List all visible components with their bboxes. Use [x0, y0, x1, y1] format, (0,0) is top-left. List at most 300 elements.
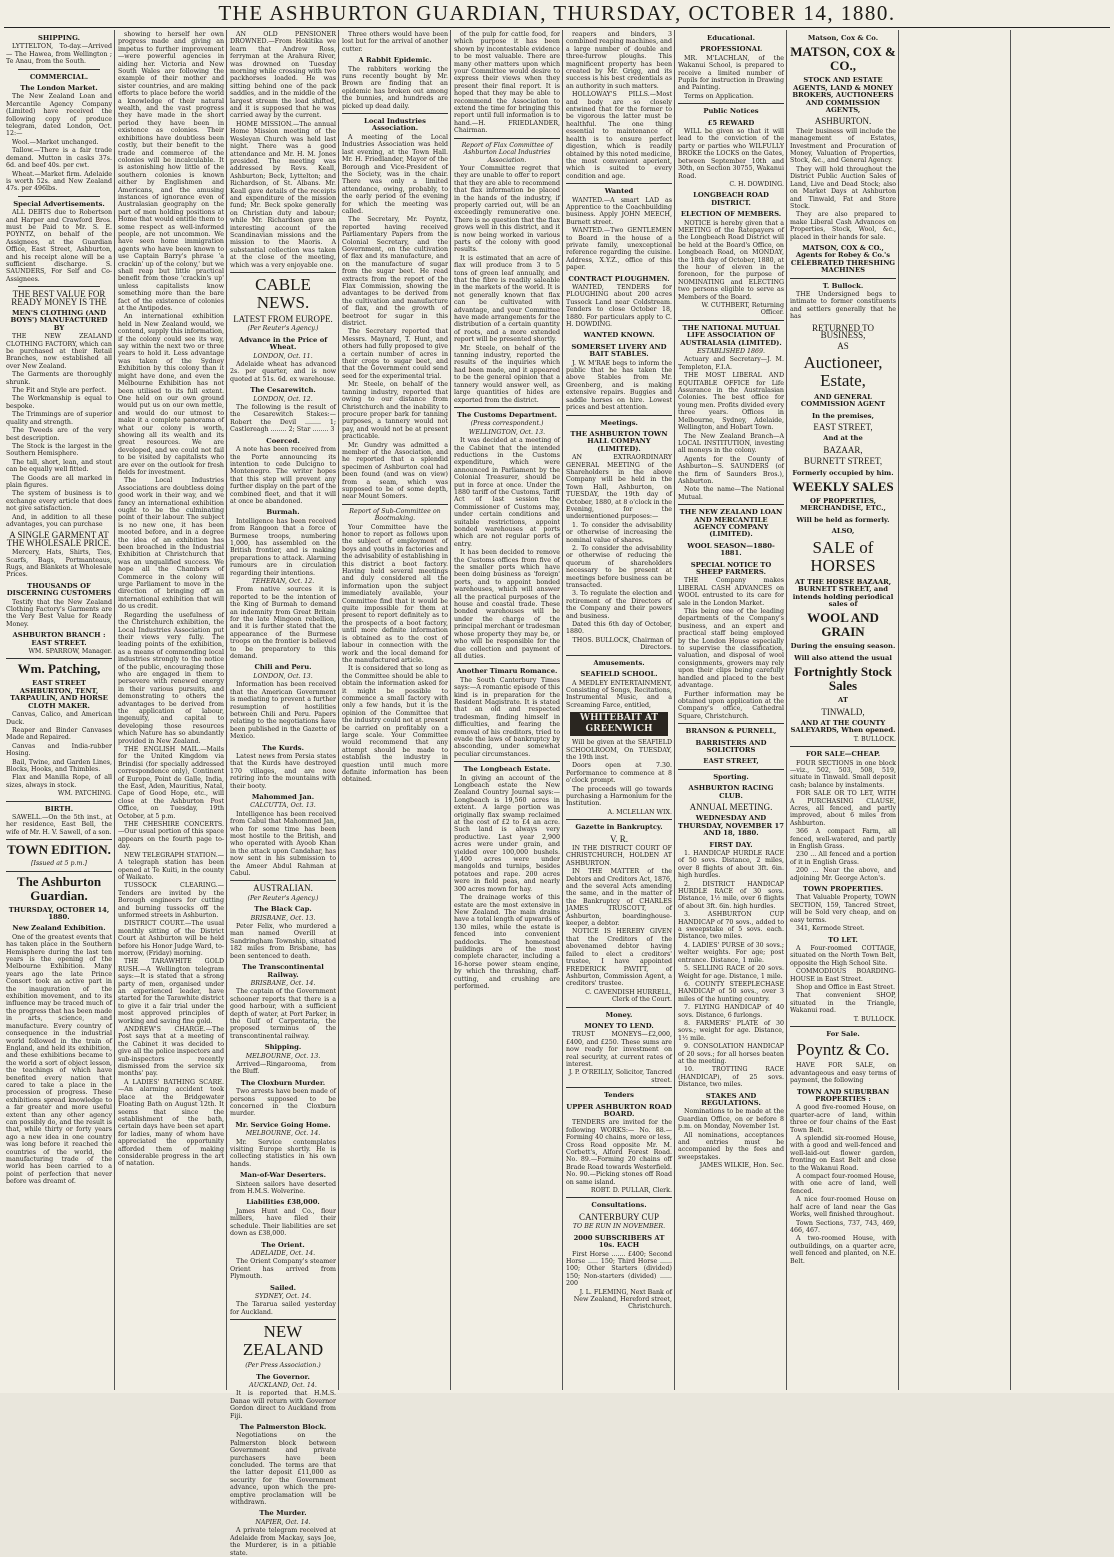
display-heading: EAST STREET,: [813, 422, 873, 433]
section-heading: ALSO,: [831, 527, 855, 536]
paragraph: WANTED, TENDERS for PLOUGHING about 200 acres Tussock Land near Coldstream. Tenders to close October 18, 1880. For particulars apply to C. H. DOWDING.: [566, 284, 672, 329]
signature-line: W. CUTHBERT, Returning Officer.: [701, 302, 784, 317]
paragraph: It is reported that H.M.S. Danae will return with Governor Gordon direct to Auckland from Fiji.: [230, 1390, 336, 1420]
display-heading: AUSTRALIAN.: [253, 883, 313, 894]
section-heading: EAST STREET,: [703, 757, 759, 766]
section-heading: Chili and Peru.: [254, 663, 312, 672]
paragraph: Actuary and Secretary—J. M. Templeton, F.I.A.: [678, 356, 784, 371]
paragraph: WILL be given so that it will lead to the conviction of the party or parties who WILFULLY BROKE the LOCKS on the Gates, between September 10th and 30th, on Section 30755, Wakanui Road.: [678, 128, 784, 180]
rule-separator: [6, 658, 112, 659]
dateline: (Press correspondent.): [470, 420, 544, 428]
paragraph: Canvas, Calico, and American Duck.: [6, 711, 112, 726]
section-heading: BARRISTERS AND SOLICITORS: [695, 738, 767, 754]
section-heading: Formerly occupied by him.: [792, 468, 894, 477]
paragraph: Dated this 6th day of October, 1880.: [566, 621, 672, 636]
rule-separator: [454, 761, 560, 762]
display-title-large: NEW ZEALAND: [242, 1322, 324, 1360]
rule-separator: [18, 286, 100, 287]
section-heading: The London Market.: [20, 84, 98, 93]
section-heading: THE ASHBURTON TOWN HALL COMPANY (LIMITED).: [570, 429, 668, 453]
paragraph: A meeting of the Local Industries Association was held last evening, at the Town Hall. Mr. H. Friedlander, Mayor of the Borough and Vice-President of the Society, was in the chair. There was only a limited attendance, owing, probably, to the early period of the evening for which the meeting was called.: [342, 133, 448, 215]
dateline: LONDON, Oct. 11.: [253, 352, 313, 360]
column-10: [1014, 31, 1112, 1389]
paragraph: A compact four-roomed House, with one acre of land, well fenced.: [790, 1173, 896, 1195]
section-heading: Will also attend the usual: [794, 653, 892, 662]
column-1: [6, 31, 112, 1389]
paragraph: Terms on Application.: [684, 92, 754, 100]
paragraph: THE Company makes LIBERAL CASH ADVANCES on WOOL entrusted to its care for sale in the London Market.: [678, 577, 784, 607]
paragraph: 366 A compact Farm, all fenced, well-watered, and partly in English Grass.: [790, 828, 896, 851]
paragraph: The rabbiters working the runs recently bought by Mr. Brown are finding that an epidemic has broken out among the bunnies, and hundreds are picked up dead daily.: [342, 65, 448, 110]
section-heading: Mahommed Jan.: [251, 792, 315, 801]
paragraph: 341, Kermode Street.: [796, 925, 865, 933]
dateline: BRISBANE, Oct. 13.: [250, 914, 316, 922]
paragraph: of the pulp for cattle food, for which purpose it has been shown by incontestable evidence to be most valuable. There are many other matters upon which your Committee would desire to express their views when they present their final report. It is hoped that they may be able to recommend the Association to extend the time for bringing this report until full information is to hand.—H. FRIEDLANDER, Chairman.: [454, 31, 560, 135]
paragraph: AN EXTRAORDINARY GENERAL MEETING of the Shareholders in the above Company will be held in the Town Hall, Ashburton, on TUESDAY, the 19th day of October, 1880, at 8 o'clock in the Evening, for the undermentioned purposes:—: [566, 454, 672, 521]
paragraph: The Stock is the largest in the Southern Hemisphere.: [6, 442, 112, 458]
section-heading: SHIPPING.: [37, 34, 81, 42]
column-divider: [562, 30, 563, 1390]
paragraph: Information has been received that the American Government is mediating to prevent a further resumption of hostilities between Chili and Peru. Papers relating to the negotiations have been published in the Gazette of Mexico.: [230, 681, 336, 741]
paragraph: THE MOST LIBERAL AND EQUITABLE OFFICE for Life Assurance in the Australasian Colonies. The best office for young men. Profits divided every three years. Offices in Melbourne, Sydney, Adelaide, Wellington, and Hobart Town.: [678, 372, 784, 432]
section-heading: And at the: [823, 434, 863, 443]
signature-line: A. MCLELLAN WIX.: [607, 808, 672, 816]
paragraph: That Valuable Property, TOWN SECTION, 159, Tancred Street, will be Sold very cheap, and on easy terms.: [790, 894, 896, 924]
section-heading: FIRST DAY.: [709, 840, 753, 849]
paragraph: HOLLOWAY'S PILLS.—Most and body are so closely entwined that for the former to be vigorous the latter must be healthful. The one thing essential to maintenance of health is to ensure perfect digestion, which is readily obtained by this noted medicine, the most convenient aperient, which is suited to every condition and age.: [566, 91, 672, 180]
section-heading: MATSON, COX & CO., Agents for Robey & Co.'s CELEBRATED THRESHING MACHINES: [790, 243, 896, 275]
paragraph: 5. SELLING RACE of 20 sovs. Weight for age. Distance, 1 mile.: [678, 965, 784, 980]
section-heading: Special Advertisements.: [13, 199, 105, 208]
section-heading: T. Bullock.: [822, 281, 864, 290]
rule-separator: [342, 504, 448, 505]
section-heading: Sailed.: [270, 1283, 296, 1292]
dateline: LONDON, Oct. 13.: [253, 672, 313, 680]
paragraph: Will be given at the SEAFIELD SCHOOLROOM, On TUESDAY, the 19th inst.: [566, 739, 672, 761]
paragraph: A LADIES' BATHING SCARE.—An alarming accident took place at the Bridgewater Floating Bath on August 12th. It seems that since the establishment of the bath, certain days have been set apart for ladies, many of whom have appreciated the opportunity afforded them of making considerable progress in the art of natation.: [118, 1078, 224, 1168]
rule-separator: [790, 746, 896, 747]
paragraph: Their business will include the management of Estates, Investment and Procuration of Money, Valuation of Properties, Stock, &c., and General Agency.: [790, 127, 896, 165]
paragraph: All nominations, acceptances and entries must be accompanied by the fees and sweepstakes.: [678, 1131, 784, 1161]
paragraph: 10. TROTTING RACE (HANDICAP), of 25 sovs. Distance, two miles.: [678, 1066, 784, 1089]
section-heading: The Black Cap.: [254, 905, 312, 914]
paragraph: It is considered that so long as the Committee should be able to obtain the information asked for it might be possible to commence a small factory with only a few hands, but it is the opinion of the Committee that the industry could not at present be carried on profitably on a large scale. Your Committee would recommend that any attempt should be made to establish the industry in question until much more definite information has been obtained.: [342, 665, 448, 784]
section-heading: During the ensuing season.: [790, 642, 896, 651]
section-heading: Burmah.: [266, 508, 300, 517]
dateline: Report of Flax Committee of Ashburton Local Industries Association.: [461, 141, 553, 164]
display-title: WOOL AND GRAIN: [807, 610, 879, 640]
paragraph: Mercery, Hats, Shirts, Ties, Scarfs, Bags, Portmanteaus, Rugs, and Blankets at Wholesale Prices.: [6, 549, 112, 579]
paragraph: Three others would have been lost but for the arrival of another cutter.: [342, 31, 448, 53]
section-heading: BRANSON & PURNELL,: [685, 727, 777, 736]
section-heading: The Murder.: [259, 1509, 307, 1518]
display-title-large: SALE of HORSES: [810, 537, 876, 575]
rule-separator: [6, 871, 112, 872]
rule-separator: [566, 1007, 672, 1008]
section-heading: ELECTION OF MEMBERS.: [680, 210, 782, 219]
signature-line: C. H. DOWDING.: [729, 180, 784, 188]
display-title: WEEKLY SALES: [792, 479, 894, 495]
paragraph: This being one of the leading departments of the Company's business, and an expert and practical staff being employed by the London House especially to supervise the classification, valuation, and disposal of wool consignments, growers may rely upon their clips being carefully handled and placed to the best advantage.: [678, 608, 784, 690]
section-heading: The Kurds.: [262, 743, 304, 752]
signature-line: ROBT. D. PULLAR, Clerk.: [590, 1187, 672, 1195]
paragraph: The Trimmings are of superior quality and strength.: [6, 411, 112, 426]
rule-separator: [566, 819, 672, 820]
paragraph: THE CHESHIRE CONCERTS.—Our usual portion of this space appears on the fourth page to-day.: [118, 821, 224, 851]
section-heading: TO LET.: [828, 935, 858, 944]
paragraph: That convenient SHOP, situated in the Triangle, Wakanui road.: [790, 992, 896, 1015]
section-heading: New Zealand Exhibition.: [12, 924, 106, 933]
section-heading: THOUSANDS OF DISCERNING CUSTOMERS: [6, 581, 112, 598]
paragraph: Flax and Manilla Rope, of all sizes, always in stock.: [6, 774, 112, 789]
rule-separator: [566, 1087, 672, 1088]
paragraph: Town Sections, 737, 743, 469, 466, 467.: [790, 1219, 896, 1234]
paragraph: Wool.—Market unchanged.: [12, 138, 99, 146]
paragraph: Reaper and Binder Canvases Made and Repaired.: [6, 726, 112, 742]
rule-separator: [790, 278, 896, 279]
section-heading: EAST STREET ASHBURTON, TENT, TARPAULIN, AND HORSE CLOTH MAKER.: [10, 679, 108, 710]
section-heading: In the premises,: [811, 411, 875, 420]
paragraph: The New Zealand Branch—A LOCAL INSTITUTION, investing all moneys in the colony.: [678, 432, 784, 455]
display-title: The Ashburton Guardian.: [16, 873, 102, 903]
paragraph: 1. HANDICAP HURDLE RACE of 50 sovs. Distance, 2 miles, over 8 flights of about 3ft. 6in. high hurdles.: [678, 850, 784, 880]
section-heading: STAKES AND REGULATIONS.: [701, 1091, 761, 1107]
column-divider: [450, 30, 451, 1390]
display-title: TOWN EDITION.: [7, 842, 111, 858]
dateline: LONDON, Oct. 12.: [253, 395, 313, 403]
display-heading: RETURNED TO BUSINESS,: [812, 322, 874, 340]
section-heading: Amusements.: [593, 658, 645, 667]
signature-line: WM. PATCHING.: [57, 790, 112, 798]
paragraph: Adelaide wheat has advanced 2s. per quarter, and is now quoted at 51s. 6d. ex warehouse.: [230, 361, 336, 383]
section-heading: Liabilities £38,000.: [246, 1198, 320, 1207]
rule-separator: [678, 723, 784, 724]
dateline: WELLINGTON, Oct. 13.: [468, 428, 546, 436]
paragraph: James Hunt and Co., flour millers, have filed their schedule. Their liabilities are set down as £38,000.: [230, 1207, 336, 1238]
column-divider: [786, 30, 787, 1390]
paragraph: Mr. Service contemplates visiting Europe shortly. He is collecting statistics in his own hands.: [230, 1138, 336, 1168]
dateline: SYDNEY, Oct. 14.: [254, 1292, 312, 1300]
paragraph: The drainage works of this estate are the most extensive in New Zealand. The main drains have a total length of upwards of 130 miles, while the estate is fenced into convenient paddocks. The homestead buildings are of the most complete character, including a 16-horse power steam engine, by which the thrashing, chaff-cutting, and crushing are performed.: [454, 894, 560, 990]
dateline: NAPIER, Oct. 14.: [255, 1518, 311, 1526]
paragraph: The Goods are all marked in plain figures.: [6, 474, 112, 489]
paragraph: Note the name—The National Mutual.: [678, 486, 784, 501]
rule-separator: [6, 839, 112, 840]
section-heading: AT THE HORSE BAZAAR, BURNETT STREET, and intends holding periodical sales of: [792, 577, 894, 608]
display-heading: ASHBURTON.: [814, 116, 872, 127]
dateline: BRISBANE, Oct. 14.: [250, 979, 316, 987]
paragraph: The following is the result of the Cesarewitch Stakes:— Robert the Devil ........ 1; Castlereagh ........ 2; Star ........ 3: [230, 404, 336, 434]
column-divider: [114, 30, 115, 1390]
paragraph: A two-roomed House, with outbuildings, on a quarter acre, well fenced and planted, on N.E. Belt.: [790, 1235, 896, 1265]
section-heading: TOWN AND SUBURBAN PROPERTIES :: [796, 1087, 890, 1103]
paragraph: Shop and Office in East Street.: [796, 983, 895, 991]
paragraph: They are also prepared to make Liberal Cash Advances on Properties, Stock, Wool, &c., placed in their hands for sale.: [790, 211, 896, 241]
paragraph: 9. CONSOLATION HANDICAP of 20 sovs.; for all horses beaten at the meeting.: [678, 1043, 784, 1065]
paragraph: 7. FLYING HANDICAP of 40 sovs. Distance, 6 furlongs.: [678, 1004, 784, 1019]
display-title-large: Auctioneer, Estate,: [803, 352, 883, 390]
display-heading: V. R.: [609, 833, 629, 844]
section-heading: Wanted: [604, 187, 634, 196]
display-heading: A SINGLE GARMENT AT THE WHOLESALE PRICE.: [6, 530, 112, 548]
paragraph: HAVE FOR SALE, on advantageous and easy terms of payment, the following: [790, 1062, 896, 1085]
display-heading: BURNETT STREET,: [803, 456, 883, 467]
paragraph: reapers and binders, 3 combined reaping machines, and a large number of double and three-furrow ploughs. This magnificent property has been created by Mr. Grigg, and its success is his best credentials as an authority in such matters.: [566, 31, 672, 90]
section-heading: £5 REWARD: [707, 118, 755, 127]
rule-separator: [678, 103, 784, 104]
paragraph: DISTRICT COURT.—The usual monthly sitting of the District Court at Ashburton will be held before his Honor Judge Ward, to-morrow, (Friday) morning.: [118, 920, 224, 957]
section-heading: Local Industries Association.: [364, 117, 426, 133]
section-heading: MONEY TO LEND.: [584, 1021, 654, 1030]
column-divider: [226, 30, 227, 1390]
section-heading: PROFESSIONAL: [700, 45, 762, 54]
section-heading: Mr. Service Going Home.: [235, 1120, 331, 1129]
paragraph: 4. LADIES' PURSE of 30 sovs.; welter weights. For age; post entrance. Distance, 1 mile.: [678, 941, 784, 964]
paragraph: 230 ... All fenced and a portion of it in English Grass.: [790, 851, 896, 866]
rule-separator: [18, 69, 100, 70]
section-heading: The Cesarewitch.: [250, 386, 316, 395]
section-heading: MEN'S CLOTHING (AND BOYS') MANUFACTURED BY: [10, 309, 108, 332]
rule-separator: [454, 138, 560, 139]
column-7: [678, 31, 784, 1389]
paragraph: TENDERS are invited for the following WORKS:— No. 88.—Forming 40 chains, more or less, Cross Road opposite Mr. M. Corbett's, Alford Forest Road. No. 89.—Forming 20 chains off Brade Road towards Westerfield. No. 90.—Picking stones off Road on same island.: [566, 1119, 672, 1186]
dateline: Report of Sub-Committee on Bootmaking.: [349, 507, 441, 523]
paragraph: THE Undersigned begs to intimate to former constituents and settlers generally that he has: [790, 290, 896, 321]
paragraph: The Secretary reported that Messrs. Maynard, T. Hunt, and others had fully proposed to give a certain number of acres in their crops to sugar beet, and that the Government could send seed for the experimental trial.: [342, 328, 448, 380]
section-heading: AND GENERAL COMMISSION AGENT: [800, 392, 886, 409]
paragraph: Two arrests have been made of persons supposed to be concerned in the Cloxburn murder.: [230, 1088, 336, 1118]
rule-separator: [230, 880, 336, 881]
dateline: ADELAIDE, Oct. 14.: [250, 1249, 316, 1257]
paragraph: First Horse ....... £400; Second Horse ..... 150; Third Horse ...... 100; Other Starters (divided) 150; Non-starters (divided) ...... 200: [566, 1250, 672, 1288]
paragraph: Doors open at 7.30. Performance to commence at 8 o'clock prompt.: [566, 762, 672, 785]
signature-line: J. L. FLEMING, Next Bank of New Zealand, Hereford street, Christchurch.: [573, 1288, 672, 1311]
paragraph: IN THE MATTER of the Debtors and Creditors Act, 1876, and the several Acts amending the same, and in the matter of the Bankruptcy of CHARLES JAMES TRUSCOTT, of Ashburton, boardinghouse-keeper, a debtor.: [566, 868, 673, 928]
section-heading: The Transcontinental Railway.: [242, 963, 324, 979]
paragraph: A note has been received from the Porte announcing its intention to cede Dulcigno to Montenegro. The writer hopes that this step will prevent any further display on the part of the combined fleet, and that it will at once be abandoned.: [230, 446, 336, 505]
section-heading: SEAFIELD SCHOOL.: [580, 670, 658, 679]
paragraph: MR. M'LACHLAN, of the Wakanui School, is prepared to receive a limited number of Pupils for instruction in Drawing and Painting.: [678, 54, 784, 92]
paragraph: Negotiations on the Palmerston block between Government and private purchasers have been concluded. The terms are that the latter deposit £11,000 as security for the Government advance, upon which the pre-emptive proclamation will be withdrawn.: [230, 1432, 336, 1507]
paragraph: The Garments are thoroughly shrunk.: [6, 371, 112, 386]
dateline: AUCKLAND, Oct. 14.: [249, 1381, 317, 1389]
signature-line: T. BULLOCK.: [853, 1015, 896, 1023]
paragraph: THE NEW ZEALAND CLOTHING FACTORY, which can be purchased at their Retail Branches, now established all over New Zealand.: [6, 333, 112, 370]
paragraph: A MEDLEY ENTERTAINMENT, Consisting of Songs, Recitations, Instrumental Music, and a Screaming Farce, entitled,: [566, 679, 672, 709]
paragraph: Arrived—Ringarooma, from the Bluff.: [230, 1060, 336, 1076]
paragraph: THE TARAWHITE GOLD RUSH.—A Wellington telegram says:—It is stated that a strong party of men, organised under an experienced leader, have started for the Tarawhite district to give it a fair trial under the most approved principles of working and saving fine gold.: [118, 958, 224, 1025]
signature-line: JAMES WILKIE, Hon. Sec.: [699, 1162, 784, 1170]
signature-line: C. CAVENDISH HURRELL, Clerk of the Court.: [585, 988, 672, 1004]
paragraph: 8. FARMERS' PLATE of 30 sovs.; weight for age. Distance, 1½ mile.: [678, 1019, 784, 1042]
section-heading: THURSDAY, OCTOBER 14, 1880.: [8, 905, 110, 921]
display-title-large: Poyntz & Co.: [796, 1040, 890, 1060]
signature-line: THOS. BULLOCK, Chairman of Directors.: [572, 636, 672, 652]
paragraph: The Fit and Style are perfect.: [12, 387, 107, 395]
rule-separator: [790, 1026, 896, 1027]
paragraph: Latest news from Persia states that the Kurds have destroyed 170 villages, and are now retiring into the mountains with their booty.: [230, 752, 336, 790]
paragraph: It was decided at a meeting of the Cabinet that the intended reductions in the Customs expenditure, which were announced in Parliament by the Colonial Treasurer, should be put in force at once. Under the 1880 tariff of the Customs, Tariff Act of last session the Commissioner of Customs may, under certain conditions and suitable restrictions, appoint bonded warehouses at ports which are not regular ports of entry.: [454, 437, 560, 548]
dateline: ESTABLISHED 1869.: [696, 348, 766, 356]
paragraph: 2. To consider the advisability or otherwise of reducing the quorum of shareholders necessary to be present at meetings before business can be transacted.: [566, 545, 672, 590]
rule-separator: [230, 1319, 336, 1320]
section-heading: Tenders: [603, 1091, 635, 1100]
paragraph: Canvas and India-rubber Hosing.: [6, 742, 112, 758]
column-4: [342, 31, 448, 1389]
paragraph: Peter Felix, who murdered a man named Overill at Sandringham Township, situated 182 miles from Brisbane, has been sentenced to death.: [230, 923, 336, 960]
dateline: TO BE RUN IN NOVEMBER.: [572, 1223, 666, 1231]
rule-separator: [566, 415, 672, 416]
display-title-large: CABLE NEWS.: [255, 275, 311, 312]
paragraph: Intelligence has been received from Rangoon that a force of Burmese troops, numbering 1,000, has assembled on the British frontier, and is making preparations to attack. Alarming rumours are in circulation regarding their intentions.: [230, 517, 336, 577]
column-5: [454, 31, 560, 1389]
section-heading: Consultations.: [591, 1201, 647, 1210]
section-heading: The Cloxburn Murder.: [240, 1078, 326, 1087]
paragraph: NOTICE IS HEREBY GIVEN that the Creditors of the abovenamed debtor having failed to elect a creditors' trustee, I have appointed FREDERICK PAVITT, of Ashburton, Commission Agent, a creditors' trustee.: [566, 928, 672, 988]
paragraph: Agents for the County of Ashburton—S. SAUNDERS (of the firm of Saunders Bros.), Ashburton.: [678, 455, 784, 485]
masthead: THE ASHBURTON GUARDIAN, THURSDAY, OCTOBER 14, 1880.: [218, 1, 896, 25]
paragraph: IN THE DISTRICT COURT OF CHRISTCHURCH, HOLDEN AT ASHBURTON.: [566, 845, 672, 867]
section-heading: WANTED KNOWN.: [583, 331, 655, 340]
paragraph: Further information may be obtained upon application at the Company's office, Cathedral Square, Christchurch.: [678, 690, 784, 720]
display-heading: CANTERBURY CUP: [579, 1211, 659, 1222]
column-divider: [898, 30, 899, 1390]
paragraph: The Local Industries Associations are doubtless doing good work in their way, and we fancy an international exhibition ought to be the culminating point of their labour. The subject is no new one, it has been mooted before, and in a degree the idea of an exhibition has been broached in the Industrial Exhibition at Christchurch that was an unqualified success. We hope all the Chambers of Commerce in the colony will urge Parliament to move in the direction of bringing off an international exhibition that will do us credit.: [118, 477, 224, 611]
paragraph: NEW TELEGRAPH STATION.—A telegraph station has been opened at Te Kuiti, in the county of Waikato.: [118, 851, 224, 881]
section-heading: Gazette in Bankruptcy.: [575, 823, 663, 832]
paragraph: Your Committee have the honor to report as follows upon the subject of employment of boys and youths in factories and the advisability of establishing in this district a boot factory. Having held several meetings and duly considered all the information upon the subject immediately available, your Committee find that it would be quite impossible for them at present to report definitely as to the prospects of a boot factory, until more definite information is obtained as to the cost of labour in connection with the work and the local demand for the manufactured article.: [342, 523, 448, 664]
rule-separator: [454, 407, 560, 408]
paragraph: From native sources it is reported to be the intention of the King of Burmah to demand an indemnity from Great Britain for the late Mingoon rebellion, and it is further stated that the appearance of the Burmese troops on the frontier is believed to be preparatory to this demand.: [230, 586, 336, 661]
section-heading: BIRTH.: [44, 804, 74, 813]
paragraph: LYTTELTON, To-day.—Arrived — The Hawea, from Wellington ; Te Anau, from the South.: [6, 43, 112, 66]
display-heading: LATEST FROM EUROPE.: [233, 314, 333, 324]
dateline: MELBOURNE, Oct. 13.: [245, 1052, 321, 1060]
paragraph: 2. DISTRICT HANDICAP HURDLE RACE of 30 sovs. Distance, 1½ mile, over 6 flights of about 3ft. 6in. high hurdles.: [678, 880, 784, 910]
paragraph: The New Zealand Loan and Mercantile Agency Company (Limited) have received the following copy of produce telegram, dated London, Oct. 12:—: [6, 93, 112, 138]
column-2: [118, 31, 224, 1389]
paragraph: An international exhibition held in New Zealand would, we contend, supply this information, if the colony could see its way, say within the next two or three years to hold it. Less advantage was taken of the Sydney Exhibition by this colony than it might have done, and even the Melbourne Exhibition has not been utilised to its full extent. One held on our own ground would put us on our own mettle, and would do our utmost to make it a complete panorama of what our colony is worth, showing all its wealth and its great resources. We are developed, and we could not fail to be visited by capitalists who are ever on the outlook for fresh fields for investment.: [118, 313, 224, 476]
section-heading: ASHBURTON RACING CLUB.: [688, 784, 774, 800]
paragraph: The captain of the Government schooner reports that there is a good harbour, with a sufficient depth of water, at Port Parker, in the Gulf of Carpentaria, the proposed terminus of the transcontinental railway.: [230, 988, 336, 1040]
paragraph: 6. COUNTY STEEPLECHASE HANDICAP of 50 sovs., over 3 miles of the hunting country.: [678, 980, 784, 1003]
section-heading: Meetings.: [600, 418, 638, 427]
column-6: [566, 31, 672, 1389]
paragraph: The Orient Company's steamer Orient has arrived from Plymouth.: [230, 1258, 336, 1281]
paragraph: The tall, short, lean, and stout can be equally well fitted.: [6, 458, 112, 474]
masthead-rule: [4, 27, 1110, 28]
rule-separator: [566, 183, 672, 184]
paragraph: In giving an account of the Longbeach estate the New Zealand Country Journal says:—Longbeach is 19,560 acres in extent. A large portion was originally flax swamp reclaimed at the cost of £2 to £4 an acre. Such land is always very productive. Last year 2,900 acres were under grain, and yielded over 100,000 bushels. 1,400 acres were under mangolds and turnips, besides potatoes and rape. 200 acres were in field peas, and nearly 300 acres mown for hay.: [454, 774, 560, 893]
paragraph: It is estimated that an acre of flax will produce from 3 to 5 tons of green leaf annually, and that the fibre is readily saleable in the markets of the world. It is not generally known that flax can be cultivated with advantage, and your Committee have made arrangements for the distribution of a certain quantity of roots, and a more extended report will be presented shortly.: [454, 254, 560, 344]
paragraph: The Tararua sailed yesterday for Auckland.: [230, 1301, 336, 1316]
column-divider: [338, 30, 339, 1390]
section-heading: Shipping.: [264, 1043, 302, 1052]
section-heading: THE NEW ZEALAND LOAN AND MERCANTILE AGENCY COMPANY (LIMITED).: [679, 508, 783, 539]
paragraph: FOUR SECTIONS in one block—viz., 502, 503, 508, 519, situate in Tinwald. Small deposit cash; balance by instalments.: [790, 759, 896, 789]
paragraph: NOTICE is hereby given that a MEETING of the Ratepayers of the Longbeach Road District will be held at the Board's Office, on Longbeach Road, on MONDAY, the 18th day of October, 1880, at the hour of eleven in the forenoon, for the purpose of NOMINATING and ELECTING two persons eligible to serve as Members of the Board.: [678, 219, 784, 301]
paragraph: The Tweeds are of the very best description.: [6, 427, 112, 442]
rule-separator: [678, 769, 784, 770]
paragraph: ANDREW'S CHARGE.—The Post says that at a meeting of the Cabinet it was decided to give all the police inspectors and sub-inspectors recently dismissed from the service six months' pay.: [118, 1026, 224, 1078]
paragraph: Tallow.—There is a fair trade demand. Mutton in casks 37s. 6d. and beef 40s. per cwt.: [6, 147, 112, 170]
paragraph: THE ENGLISH MAIL.—Mails for the United Kingdom via Brindisi (for specially addressed correspondence only), Continent of Europe, Point de Galle, India, the East, Aden, Mauritius, Natal, Cape of Good Hope, etc., will close at the Ashburton Post Office, on Tuesday, 19th October, at 5 p.m.: [118, 746, 224, 820]
display-title: Wm. Patching,: [17, 661, 101, 677]
paragraph: They will hold throughout the District Public Auction Sales of Land, Live and Dead Stock; also on Market Days at Ashburton and Tinwald, Fat and Store Stock.: [790, 165, 896, 210]
paragraph: A nice four-roomed House on half acre of land near the Gas Works, well finished throughout.: [790, 1196, 896, 1219]
display-heading: TINWALD,: [821, 706, 865, 717]
column-9: [902, 31, 1008, 1389]
section-heading: Advance in the Price of Wheat.: [238, 335, 328, 352]
paragraph: Intelligence has been received from Cabul that Mahommed Jan, who for some time has been most hostile to the British, and who operated with Ayoob Khan in the attack upon Candahar, has now sent in his submission to the Ameer Abdul Rahman at Cabul.: [230, 810, 336, 878]
paragraph: TRUST MONEYS—£2,000, £400, and £250. These sums are now ready for investment on real security, at current rates of interest.: [566, 1031, 672, 1068]
paragraph: The Secretary, Mr. Poyntz, reported having received Parliamentary Papers from the Colonial Secretary, and the Government, on the cultivation of flax and its manufacture, and on the manufacture of sugar from the sugar beet. He read extracts from the report of the Flax Commission, showing the advantages to be derived from the cultivation and manufacture of flax, and the growth of beetroot for sugar in this district.: [342, 216, 448, 328]
paragraph: 3. ASHBURTON CUP HANDICAP of 70 sovs., added to a sweepstake of 5 sovs. each. Distance, two miles.: [678, 911, 784, 941]
paragraph: ALL DEBTS due to Robertson and Harper and Crawford Bros. must be Paid to Mr. S. E. POYNTZ, on behalf of the Assignees, at the Guardian Office, East Street, Ashburton, and his receipt alone will be a sufficient discharge. S. SAUNDERS, For Self and Co-Assignees.: [6, 209, 112, 283]
section-heading: THE NATIONAL MUTUAL LIFE ASSOCIATION OF AUSTRALASIA (LIMITED).: [680, 323, 782, 347]
paragraph: AN OLD PENSIONER DROWNED.—From Hokitika we learn that Andrew Ross, ferryman at the Arahura River, was drowned on Tuesday morning while crossing with two packhorses loaded. He was sitting behind one of the pack saddles, and in the middle of the largest stream the load shifted, and it is supposed that he was carried away by the current.: [230, 31, 336, 120]
column-3: [230, 31, 336, 1557]
rule-separator: [6, 801, 112, 802]
paragraph: The proceeds will go towards purchasing a Harmonium for the Institution.: [566, 785, 672, 808]
section-heading: Public Notices: [703, 107, 759, 116]
column-divider: [1010, 30, 1011, 1390]
dateline: (Per Reuter's Agency.): [247, 894, 319, 902]
section-heading: TOWN PROPERTIES.: [802, 885, 884, 894]
paragraph: The Workmanship is equal to bespoke.: [6, 395, 112, 410]
paragraph: Testify that the New Zealand Clothing Factory's Garments are the Very Best Value for Ready Money.: [6, 598, 112, 628]
section-heading: COMMERCIAL.: [29, 72, 89, 81]
paragraph: A splendid six-roomed House, with a good and well-fenced and well-laid-out flower garden, fronting on East Belt and close to the Wakanui Road.: [790, 1135, 896, 1172]
section-heading: Matson, Cox & Co.: [807, 34, 879, 42]
display-heading: BAZAAR,: [823, 444, 863, 455]
section-heading: 2000 SUBSCRIBERS AT 10s. EACH: [573, 1233, 665, 1250]
section-heading: FOR SALE—CHEAP.: [805, 750, 881, 759]
section-heading: The Orient.: [261, 1240, 305, 1249]
section-heading: The Palmerston Block.: [239, 1423, 327, 1431]
paragraph: WANTED.—A smart LAD as Apprentice to the Coachbuilding business. Apply JOHN MEECH, Burnett street.: [566, 196, 672, 226]
section-heading: AT: [838, 696, 848, 705]
section-heading: Coerced.: [266, 436, 300, 445]
section-heading: The Customs Department.: [457, 410, 557, 419]
section-heading: The Governor.: [256, 1372, 310, 1381]
paragraph: showing to herself her own progress made and giving an impetus to further improvement—were powerful agencies in aiding her. Victoria and New South Wales are following the example of their mother and sister countries, and are making efforts to place before the world a knowledge of their natural wealth, and the vast progress they have made in the short period they have been in existence as colonies. Their exhibitions have doubtless been costly, but their benefit to the trade and commerce of the colonies will be incalculable. It is astonishing how little of the southern colonies is known either by Englishmen and Americans, and the amusing instances of ignorance even of Australasian geography on the part of men holding positions at Home that would entitle them to some respect as well-informed people, are not uncommon. We have seen home immigration agents who have been known to use Captain Barry's phrase 'a crackin' up of the colony,' but we shall reap but little practical benefit from those 'crackin's up' unless capitalists know something more than the bare fact of the existence of colonies at the Antipodes.: [118, 31, 224, 313]
display-heading: THE BEST VALUE FOR READY MONEY IS THE: [11, 289, 107, 307]
paragraph: COMMODIOUS BOARDING-HOUSE in East Street.: [790, 968, 896, 983]
paragraph: Nominations to be made at the Guardian Office, on or before 8 p.m. on Monday, November 1st.: [678, 1108, 784, 1131]
display-heading: AS: [837, 341, 849, 352]
paragraph: Bail, Twine, and Garden Lines, Blocks, Hooks, and Thimbles.: [6, 758, 112, 773]
paragraph: One of the greatest events that has taken place in the Southern Hemisphere during the last ten years is the opening of the Melbourne Exhibition. Many years ago the late Prince Consort took an active part in the inauguration of the exhibition movement, and to its influence may be traced much of the progress that has been made in arts, science, and manufacture. Every country of consequence in the industrial world followed in the train of England, and held its exhibition, and these exhibitions became to the world a sort of object lesson, the teachings of which have benefited every nation that cared to take a place in the procession of progress. These exhibitions spread knowledge to a far greater and more useful extent than any other agency can possibly do, and the result is that, while thirty or forty years ago a new idea in one country was long before it reached the countries of the world, the manufacturing trade of the world has been carried to a point of perfection that never before was dreamt of.: [6, 933, 112, 1186]
paragraph: 1. To consider the advisability or otherwise of increasing the nominal value of shares.: [566, 521, 672, 544]
column-8: [790, 31, 896, 1389]
dateline: TEHERAN, Oct. 12.: [251, 578, 315, 585]
paragraph: HOME MISSION.—The annual Home Mission meeting of the Wesleyan Church was held last night. There was a good attendance and Mr. H. M. Jones presided. The meeting was addressed by Revs. Keall, Ashburton; Beck, Lyttelton; and Richardson, of St. Albans. Mr. Keall gave details of the receipts and expenditure of the mission fund; Mr. Beck spoke generally on Christian duty and labour; while Mr. Richardson gave an interesting account of the Scandinavian missions and the mission to the Maoris. A substantial collection was taken at the close of the meeting, which was a very enjoyable one.: [230, 120, 336, 269]
section-heading: LONGBEACH ROAD DISTRICT.: [693, 191, 769, 207]
dateline: [Issued at 5 p.m.]: [31, 860, 87, 868]
rule-separator: [678, 320, 784, 321]
section-heading: UPPER ASHBURTON ROAD BOARD.: [566, 1102, 672, 1118]
section-heading: OF PROPERTIES, MERCHANDISE, ETC.,: [800, 497, 886, 513]
dateline: (Per Press Association.): [245, 1362, 321, 1370]
rule-separator: [18, 196, 100, 197]
paragraph: Your Committee regret that they are unable to offer to report that they are able to recommend that flax information be placed in the hands of the industry, if properly carried out, will be an exceedingly remunerative one. There is no question that the flax grows well in this district, and it is now being worked in various parts of the colony with good results.: [454, 164, 560, 254]
section-heading: WEDNESDAY AND THURSDAY, NOVEMBER 17 AND 18, 1880.: [678, 814, 784, 838]
paragraph: A Four-roomed COTTAGE, situated on the North Town Belt, opposite the High School Site.: [790, 944, 896, 967]
dateline: CALCUTTA, Oct. 13.: [250, 802, 316, 810]
section-heading: Money.: [605, 1010, 633, 1019]
rule-separator: [230, 272, 336, 273]
